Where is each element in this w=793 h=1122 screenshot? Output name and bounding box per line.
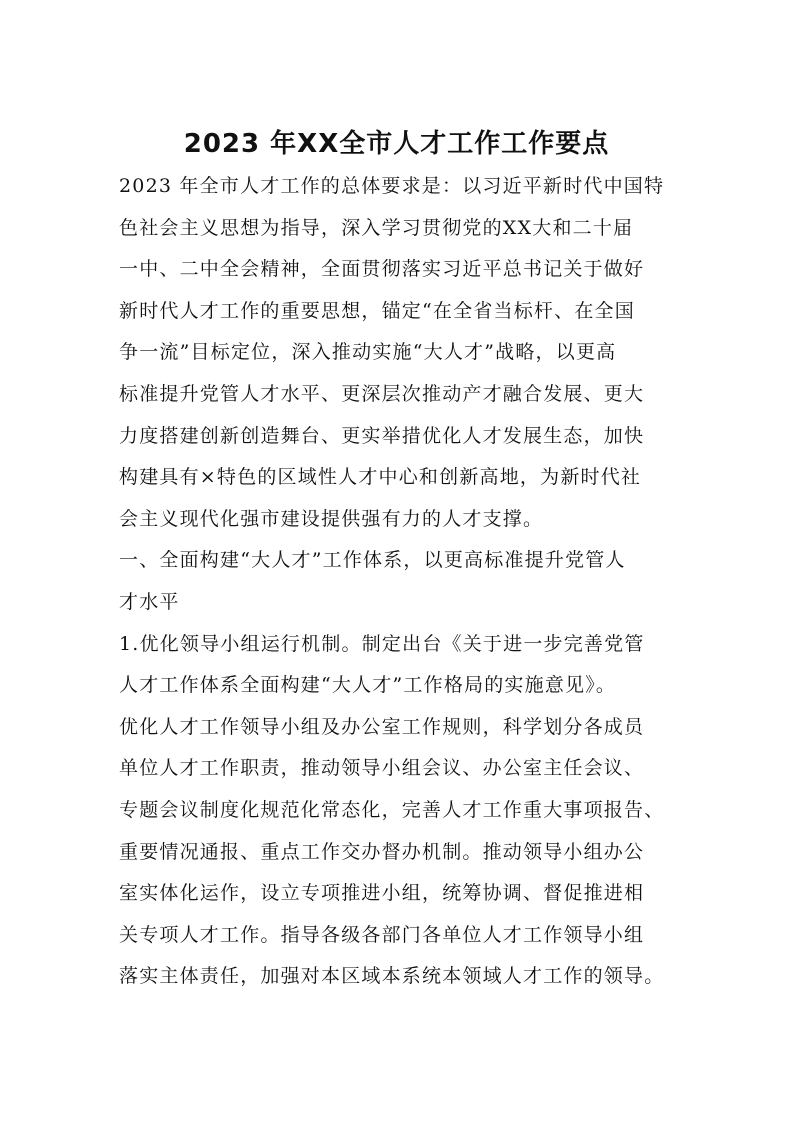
- text-line: 力度搭建创新创造舞台、更实举措优化人才发展生态，加快: [119, 424, 645, 447]
- text-line: 优化人才工作领导小组及办公室工作规则，科学划分各成员: [119, 715, 645, 738]
- document-body: [119, 166, 699, 998]
- section-heading-line: 才水平: [119, 590, 180, 613]
- text-line: 1.优化领导小组运行机制。制定出台《关于进一步完善党管: [119, 632, 645, 655]
- text-line: 争一流”目标定位，深入推动实施“大人才”战略，以更高: [119, 341, 617, 364]
- text-line: 单位人才工作职责，推动领导小组会议、办公室主任会议、: [119, 757, 645, 780]
- text-line: 关专项人才工作。指导各级各部门各单位人才工作领导小组: [119, 923, 645, 946]
- text-line: 新时代人才工作的重要思想，锚定“在全省当标杆、在全国: [119, 299, 635, 322]
- text-line: 会主义现代化强市建设提供强有力的人才支撑。: [119, 507, 544, 530]
- text-line: 色社会主义思想为指导，深入学习贯彻党的XX大和二十届: [119, 216, 634, 239]
- text-line: 重要情况通报、重点工作交办督办机制。推动领导小组办公: [119, 840, 645, 863]
- document-title: 2023 年XX全市人才工作工作要点: [183, 129, 610, 159]
- text-line: 一中、二中全会精神，全面贯彻落实习近平总书记关于做好: [119, 258, 645, 281]
- section-heading-line: 一、全面构建“大人才”工作体系，以更高标准提升党管人: [119, 549, 626, 572]
- text-line: 2023 年全市人才工作的总体要求是：以习近平新时代中国特: [119, 175, 665, 197]
- text-line: 标准提升党管人才水平、更深层次推动产才融合发展、更大: [119, 382, 645, 405]
- text-line: 专题会议制度化规范化常态化，完善人才工作重大事项报告、: [119, 798, 665, 821]
- text-line: 人才工作体系全面构建“大人才”工作格局的实施意见》。: [119, 674, 617, 697]
- text-line: 室实体化运作，设立专项推进小组，统筹协调、督促推进相: [119, 882, 645, 905]
- text-line: 落实主体责任，加强对本区域本系统本领域人才工作的领导。: [119, 965, 665, 988]
- text-line: 构建具有×特色的区域性人才中心和创新高地，为新时代社: [119, 466, 642, 489]
